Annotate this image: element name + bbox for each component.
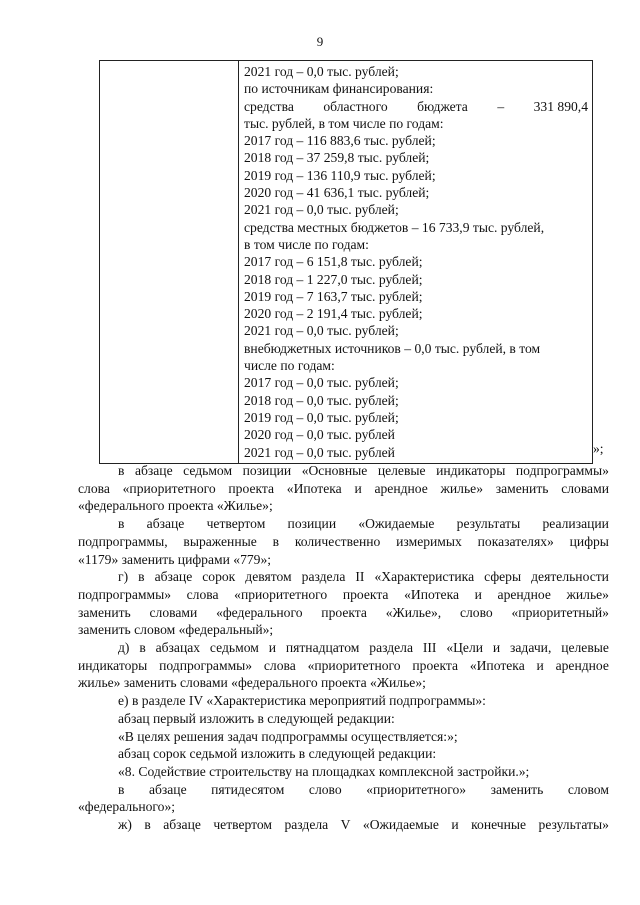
body-word: «Цели	[446, 640, 484, 656]
table-line: средства местных бюджетов – 16 733,9 тыс. рублей,	[244, 219, 545, 235]
body-word: «Ипотека	[469, 657, 525, 673]
body-word: результаты	[456, 516, 521, 532]
body-word: д)	[118, 640, 130, 656]
body-word: абзаце	[148, 781, 187, 797]
table-value-cell	[239, 61, 593, 464]
table-line: тыс. рублей, в том числе по годам:	[244, 115, 444, 131]
body-line	[78, 728, 609, 746]
body-word: арендное	[555, 657, 609, 673]
body-word: жилье»	[566, 586, 609, 602]
body-word: слова	[78, 480, 110, 496]
body-word: в	[118, 781, 125, 797]
body-word: словами	[149, 604, 198, 620]
body-word: слово	[459, 604, 493, 620]
body-word: «Характеристика	[374, 569, 475, 585]
body-word: задачи,	[510, 640, 552, 656]
body-word: «Жилье»,	[385, 604, 442, 620]
body-word: проекта	[228, 480, 275, 496]
body-word: абзацах	[155, 640, 201, 656]
body-line	[78, 515, 609, 533]
body-word: проекта	[321, 604, 367, 620]
body-line	[78, 639, 609, 657]
body-word: «федерального	[216, 604, 303, 620]
body-word: слова	[186, 586, 219, 602]
table-line: 2018 год – 37 259,8 тыс. рублей;	[244, 150, 430, 166]
body-line	[78, 781, 609, 799]
body-word: показателях»	[477, 533, 554, 549]
body-word: ж)	[118, 817, 132, 833]
body-word: раздела	[369, 640, 413, 656]
body-word: измеримых	[396, 533, 462, 549]
body-word: девятом	[245, 569, 292, 585]
body-word: «8. Содействие строительству на площадках комплексной застройки.»;	[118, 763, 530, 779]
body-word: выраженные	[183, 533, 257, 549]
body-word: абзаце	[146, 516, 185, 532]
body-word: V	[340, 817, 351, 833]
table-line: 2020 год – 0,0 тыс. рублей	[244, 427, 395, 443]
body-word: абзац сорок седьмой изложить в следующей редакции:	[118, 746, 437, 762]
table-line: 2021 год – 0,0 тыс. рублей;	[244, 64, 399, 79]
body-word: словом	[567, 781, 609, 797]
body-word: пятидесятом	[211, 781, 285, 797]
body-word: реализации	[542, 516, 609, 532]
body-word: в	[144, 817, 151, 833]
body-word: «приоритетный»	[511, 604, 609, 620]
body-word: «Ипотека	[404, 586, 460, 602]
body-word: «приоритетного	[307, 657, 401, 673]
body-word: жилье»	[440, 480, 483, 496]
body-word: словами	[561, 480, 609, 496]
body-word: и	[268, 640, 276, 656]
table-line: по источникам финансирования:	[244, 81, 434, 97]
body-word: целевые	[377, 463, 426, 478]
body-line	[78, 621, 609, 639]
body-word: цифры	[569, 533, 609, 549]
table-line	[244, 98, 588, 115]
body-word: «Ипотека	[286, 480, 342, 496]
table-word: 331 890,4	[533, 98, 588, 114]
table-line: числе по годам:	[244, 358, 335, 374]
body-word: г)	[118, 569, 129, 585]
body-word: «Ожидаемые	[358, 516, 435, 532]
body-word: раздела	[301, 569, 346, 585]
body-word: слова	[263, 657, 296, 673]
body-word: и	[451, 817, 459, 833]
body-word: индикаторы	[78, 657, 148, 673]
body-word: подпрограммы»	[515, 463, 609, 478]
closing-quote: »;	[593, 441, 604, 456]
body-word: в	[118, 463, 125, 478]
table-line: 2017 год – 6 151,8 тыс. рублей;	[244, 254, 423, 270]
body-word: III	[422, 640, 437, 656]
table-line: внебюджетных источников – 0,0 тыс. рублей, в том	[244, 340, 541, 356]
body-word: четвертом	[213, 817, 273, 833]
body-line	[78, 604, 609, 622]
body-word: в	[118, 516, 125, 532]
body-line	[78, 710, 609, 728]
body-word: седьмом	[183, 463, 233, 478]
body-word: заменить	[490, 781, 544, 797]
body-line	[78, 816, 609, 834]
body-word: «В целях решения задач подпрограммы осуществляется:»;	[118, 728, 458, 744]
table-line: 2017 год – 0,0 тыс. рублей;	[244, 375, 399, 391]
body-word: абзаце	[163, 817, 201, 833]
body-word: целевые	[561, 640, 609, 656]
body-word: жилье» заменить словами «федерального проекта «Жилье»;	[78, 675, 426, 691]
body-word: слово	[308, 781, 342, 797]
body-word: арендное	[497, 586, 551, 602]
table-word: областного	[323, 98, 388, 114]
body-word: деятельности	[531, 569, 609, 585]
body-line	[78, 657, 609, 675]
body-word: сферы	[484, 569, 522, 585]
body-word: «приоритетного	[122, 480, 216, 496]
body-word: абзаце	[154, 569, 193, 585]
body-word: в	[138, 569, 145, 585]
table-line: 2019 год – 136 110,9 тыс. рублей;	[244, 167, 436, 183]
body-word: «приоритетного»	[366, 781, 467, 797]
body-word: и	[536, 657, 544, 673]
body-word: е) в разделе IV «Характеристика мероприятий подпрограммы»:	[118, 693, 486, 709]
body-word: индикаторы	[436, 463, 506, 478]
table-line: 2018 год – 0,0 тыс. рублей;	[244, 392, 399, 408]
body-word: подпрограммы»	[78, 586, 172, 602]
body-word: «Основные	[301, 463, 368, 478]
table-line: 2019 год – 7 163,7 тыс. рублей;	[244, 288, 423, 304]
body-word: «1179» заменить цифрами «779»;	[78, 551, 272, 567]
body-line	[78, 533, 609, 551]
body-line	[78, 568, 609, 586]
table-line: в том числе по годам:	[244, 236, 369, 252]
body-word: абзаце	[134, 463, 173, 478]
table-label-cell	[100, 61, 239, 464]
body-word: четвертом	[206, 516, 266, 532]
table-line: 2020 год – 2 191,4 тыс. рублей;	[244, 306, 423, 322]
body-word: подпрограммы»	[159, 657, 253, 673]
body-line	[78, 763, 609, 781]
financing-table	[99, 60, 593, 464]
body-word: «приоритетного	[234, 586, 328, 602]
body-word: абзац первый изложить в следующей редакции:	[118, 710, 395, 726]
body-word: конечные	[471, 817, 527, 833]
body-line	[78, 497, 609, 515]
body-word: проекта	[342, 586, 389, 602]
body-word: позиции	[242, 463, 292, 478]
body-word: и	[492, 640, 501, 656]
body-word: позиции	[287, 516, 337, 532]
body-word: пятнадцатом	[285, 640, 360, 656]
body-word: «Ожидаемые	[362, 817, 439, 833]
body-line	[78, 745, 609, 763]
table-line: 2020 год – 41 636,1 тыс. рублей;	[244, 185, 430, 201]
body-line	[78, 551, 609, 569]
body-word: сорок	[202, 569, 236, 585]
table-word: бюджета	[417, 98, 468, 114]
body-word: заменить	[78, 604, 131, 620]
document-body	[78, 462, 609, 834]
body-line	[78, 586, 609, 604]
body-line	[78, 798, 609, 816]
body-word: II	[355, 569, 365, 585]
body-word: заменить словом «федеральный»;	[78, 622, 274, 638]
body-line	[78, 674, 609, 692]
body-word: раздела	[284, 817, 329, 833]
table-line: 2018 год – 1 227,0 тыс. рублей;	[244, 271, 423, 287]
body-word: в	[139, 640, 146, 656]
table-line: 2017 год – 116 883,6 тыс. рублей;	[244, 133, 436, 149]
body-word: в	[272, 533, 280, 549]
page-number: 9	[316, 34, 324, 49]
body-word: результаты»	[538, 817, 609, 833]
body-word: и	[354, 480, 362, 496]
table-line: 2019 год – 0,0 тыс. рублей;	[244, 409, 399, 425]
table-line: 2021 год – 0,0 тыс. рублей;	[244, 323, 399, 339]
body-word: «федерального»;	[78, 799, 176, 815]
body-word: и	[474, 586, 482, 602]
table-line: 2021 год – 0,0 тыс. рублей;	[244, 202, 399, 218]
body-word: седьмом	[209, 640, 259, 656]
body-word: «федерального проекта «Жилье»;	[78, 498, 273, 514]
table-word: средства	[244, 98, 294, 114]
table-line: 2021 год – 0,0 тыс. рублей	[244, 444, 395, 460]
body-word: заменить	[495, 480, 549, 496]
body-line	[78, 692, 609, 710]
body-word: количественно	[294, 533, 381, 549]
body-word: подпрограммы,	[78, 533, 168, 549]
body-line	[78, 462, 609, 480]
table-word: –	[497, 98, 505, 114]
body-line	[78, 480, 609, 498]
body-word: проекта	[412, 657, 459, 673]
body-word: арендное	[374, 480, 428, 496]
